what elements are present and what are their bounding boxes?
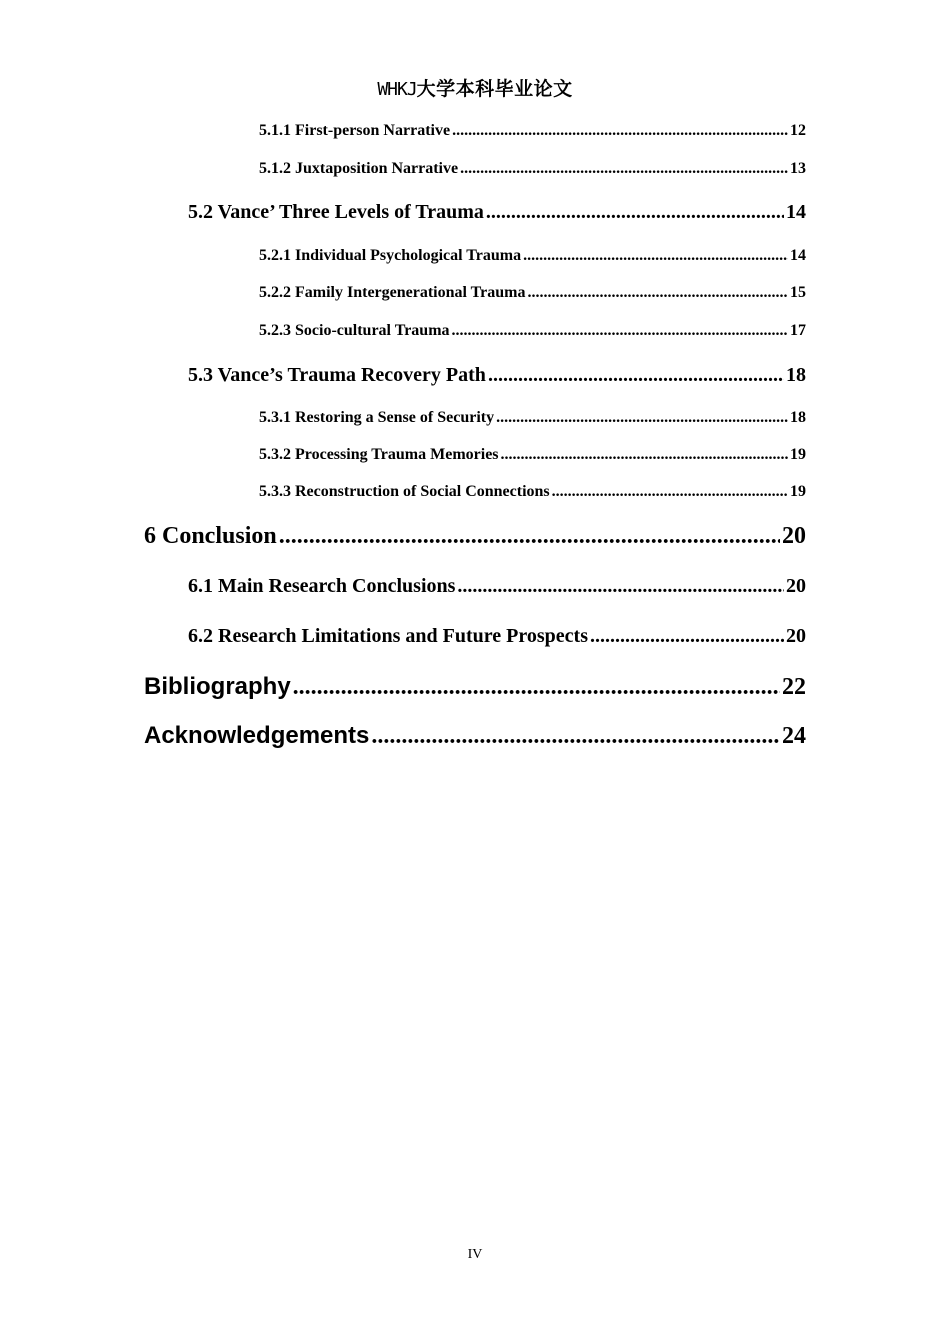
dot-leader: [457, 575, 784, 598]
toc-entry-title: 5.2.2 Family Intergenerational Trauma: [259, 284, 526, 301]
dot-leader: [501, 446, 788, 464]
toc-entry-page: 18: [786, 364, 806, 386]
toc-entry-title: 5.3.1 Restoring a Sense of Security: [259, 409, 495, 426]
toc-entry-5-3-2[interactable]: [259, 446, 806, 464]
toc-entry-title: 6.1 Main Research Conclusions: [188, 575, 456, 597]
toc-entry-5-2[interactable]: [188, 201, 806, 224]
toc-entry-page: 14: [790, 247, 806, 264]
dot-leader: [552, 483, 788, 501]
dot-leader: [460, 160, 788, 178]
toc-entry-title: 6.2 Research Limitations and Future Prospects: [188, 625, 588, 647]
toc-entry-6[interactable]: [144, 523, 806, 550]
toc-entry-page: 18: [790, 409, 806, 426]
toc-entry-bibliography[interactable]: [144, 673, 806, 701]
toc-entry-title: 5.1.2 Juxtaposition Narrative: [259, 160, 459, 177]
toc-entry-5-3-1[interactable]: [259, 409, 806, 427]
header-thesis-title: 大学本科毕业论文: [416, 78, 573, 100]
toc-entry-title: Acknowledgements: [144, 722, 370, 749]
dot-leader: [486, 201, 784, 224]
toc-entry-page: 12: [790, 122, 806, 139]
dot-leader: [293, 674, 780, 701]
dot-leader: [452, 322, 788, 340]
running-header: [0, 74, 950, 101]
toc-entry-title: 5.2.3 Socio-cultural Trauma: [259, 322, 450, 339]
dot-leader: [523, 247, 788, 265]
toc-entry-title: 5.2.1 Individual Psychological Trauma: [259, 247, 522, 264]
toc-entry-6-1[interactable]: [188, 575, 806, 598]
toc-entry-page: 14: [786, 201, 806, 223]
toc-entry-title: 5.3 Vance’s Trauma Recovery Path: [188, 364, 486, 386]
toc-entry-5-2-1[interactable]: [259, 247, 806, 265]
toc-entry-6-2[interactable]: [188, 625, 806, 648]
toc-entry-page: 19: [790, 483, 806, 500]
toc-entry-title: 5.3.3 Reconstruction of Social Connections: [259, 483, 550, 500]
toc-entry-page: 20: [782, 523, 806, 549]
toc-entry-page: 19: [790, 446, 806, 463]
toc-entry-title: Bibliography: [144, 673, 291, 700]
toc-entry-5-1-2[interactable]: [259, 160, 806, 178]
header-institution-code: WHKJ: [377, 79, 417, 100]
toc-entry-5-3-3[interactable]: [259, 483, 806, 501]
toc-entry-page: 24: [782, 723, 806, 749]
dot-leader: [371, 723, 780, 750]
toc-entry-page: 15: [790, 284, 806, 301]
toc-entry-5-2-2[interactable]: [259, 284, 806, 302]
toc-entry-page: 17: [790, 322, 806, 339]
toc-entry-page: 20: [786, 575, 806, 597]
toc-entry-title: 6 Conclusion: [144, 523, 277, 549]
toc-entry-page: 22: [782, 674, 806, 700]
dot-leader: [488, 364, 784, 387]
dot-leader: [528, 284, 789, 302]
page-number-footer: IV: [467, 1247, 483, 1262]
dot-leader: [279, 523, 780, 550]
toc-entry-title: 5.2 Vance’ Three Levels of Trauma: [188, 201, 484, 223]
toc-entry-page: 13: [790, 160, 806, 177]
toc-entry-5-2-3[interactable]: [259, 322, 806, 340]
toc-entry-page: 20: [786, 625, 806, 647]
dot-leader: [452, 122, 788, 140]
toc-entry-title: 5.1.1 First-person Narrative: [259, 122, 451, 139]
toc-entry-5-3[interactable]: [188, 364, 806, 387]
toc-entry-5-1-1[interactable]: [259, 122, 806, 140]
toc-entry-title: 5.3.2 Processing Trauma Memories: [259, 446, 499, 463]
dot-leader: [590, 625, 784, 648]
toc-entry-acknowledgements[interactable]: [144, 722, 806, 750]
dot-leader: [496, 409, 788, 427]
